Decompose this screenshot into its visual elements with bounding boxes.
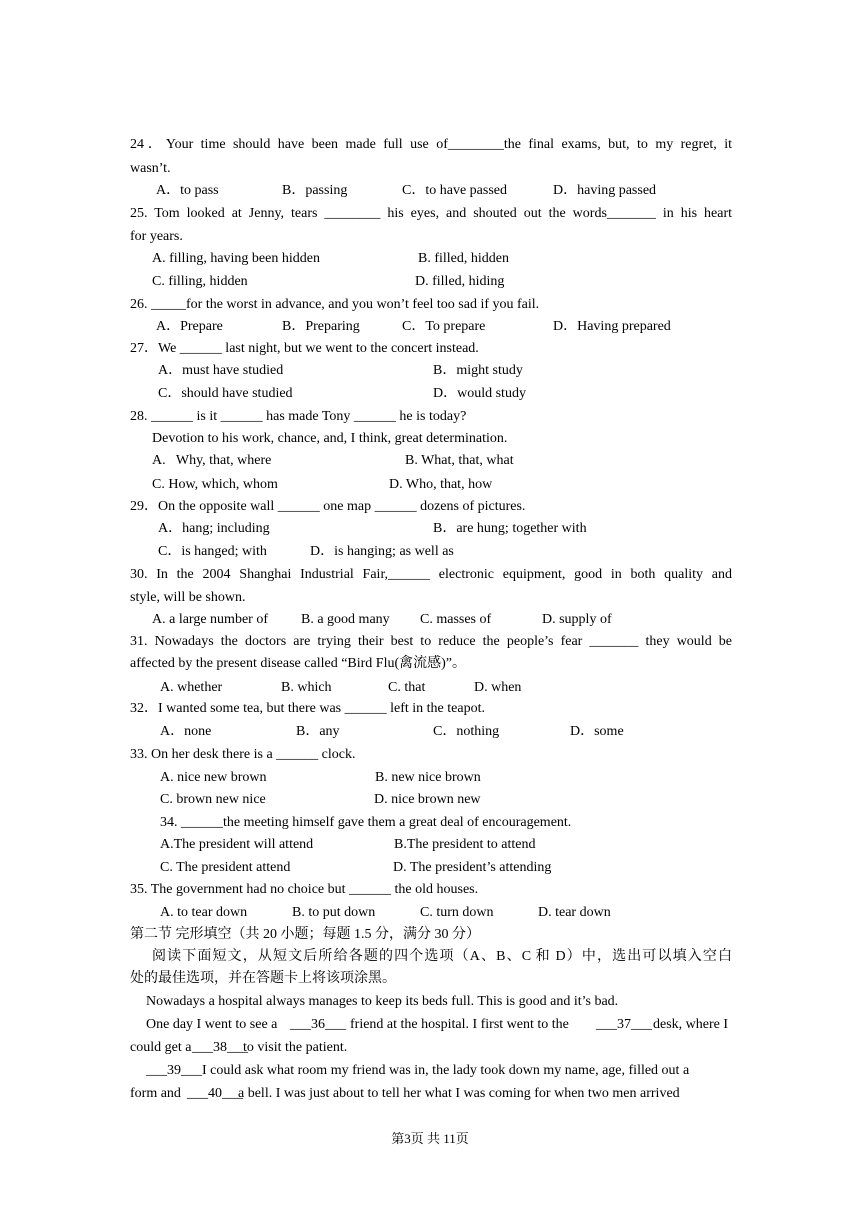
q33-stem: 33. On her desk there is a ______ clock. [130,747,356,762]
q24-option-c: C．to have passed [402,183,507,198]
q34-option-b: B.The president to attend [394,837,536,852]
q27-option-c: C．should have studied [158,386,293,401]
q29-option-d: D．is hanging; as well as [310,544,454,559]
q24-option-a: A．to pass [156,183,219,198]
q29-option-a: A．hang; including [158,521,270,536]
q29-option-c: C．is hanged; with [158,544,267,559]
q27-option-a: A．must have studied [158,363,284,378]
q30-option-c: C. masses of [420,612,492,627]
q34-option-c: C. The president attend [160,860,291,875]
q24-stem-line2: wasn’t. [130,161,171,176]
q28-option-a: A. Why, that, where [152,453,272,468]
q26-option-a: A．Prepare [156,319,223,334]
q30-option-d: D. supply of [542,612,612,627]
q35-option-c: C. turn down [420,905,494,920]
q31-option-c: C. that [388,680,426,695]
q35-option-a: A. to tear down [160,905,248,920]
q25-stem-line2: for years. [130,229,183,244]
q34-stem: 34. ______the meeting himself gave them a great deal of encouragement. [160,815,572,830]
q32-option-a: A．none [160,724,212,739]
q26-option-c: C．To prepare [402,319,486,334]
q26-option-d: D．Having prepared [553,319,671,334]
q34-option-d: D. The president’s attending [393,860,552,875]
q25-stem-line1: 25. Tom looked at Jenny, tears ________ his eyes, and shouted out the words_______ in his heart [130,206,732,221]
q25-option-b: B. filled, hidden [418,251,509,266]
passage-line-3b: to visit the patient. [243,1040,348,1055]
q27-option-d: D．would study [433,386,526,401]
blank-39: ___39___ [146,1063,202,1078]
q25-option-d: D. filled, hiding [415,274,505,289]
passage-line-4: I could ask what room my friend was in, the lady took down my name, age, filled out a [202,1063,690,1078]
q25-option-a: A. filling, having been hidden [152,251,320,266]
q33-option-a: A. nice new brown [160,770,267,785]
passage-line-5b: a bell. I was just about to tell her what I was coming for when two men arrived [238,1086,680,1101]
blank-36: ___36___ [290,1017,346,1032]
q28-option-c: C. How, which, whom [152,477,278,492]
section2-instructions-line2: 处的最佳选项，并在答题卡上将该项涂黑。 [130,971,396,986]
q28-option-d: D. Who, that, how [389,477,493,492]
q28-stem: 28. ______ is it ______ has made Tony ______ he is today? [130,409,467,424]
q35-stem: 35. The government had no choice but ______ the old houses. [130,882,479,897]
passage-line-3a: could get a [130,1040,192,1055]
q31-stem-line2: affected by the present disease called “Bird Flu(禽流感)”。 [130,656,467,671]
q24-stem-line1: 24．Your time should have been made full use of________the final exams, but, to my regret, it [130,137,732,152]
q30-stem-line1: 30. In the 2004 Shanghai Industrial Fair,______ electronic equipment, good in both quality and [130,567,732,582]
q27-option-b: B．might study [433,363,523,378]
blank-38: ___38___ [192,1040,248,1055]
q29-stem: 29．On the opposite wall ______ one map ______ dozens of pictures. [130,499,526,514]
q26-option-b: B．Preparing [282,319,360,334]
q26-stem: 26. _____for the worst in advance, and you won’t feel too sad if you fail. [130,297,540,312]
q35-option-d: D. tear down [538,905,611,920]
passage-line-5a: form and [130,1086,181,1101]
q32-option-c: C．nothing [433,724,500,739]
blank-40: ___40___ [187,1086,243,1101]
q30-stem-line2: style, will be shown. [130,590,246,605]
passage-line-2b: friend at the hospital. I first went to the [350,1017,569,1032]
q30-option-b: B. a good many [301,612,390,627]
q32-option-b: B．any [296,724,340,739]
q31-option-a: A. whether [160,680,223,695]
q32-option-d: D．some [570,724,624,739]
q31-option-b: B. which [281,680,332,695]
q30-option-a: A. a large number of [152,612,268,627]
section2-instructions-line1: 阅读下面短文，从短文后所给各题的四个选项（A、B、C 和 D）中，选出可以填入空白 [152,949,732,964]
passage-line-2a: One day I went to see a [146,1017,278,1032]
q31-option-d: D. when [474,680,522,695]
blank-37: ___37___ [596,1017,652,1032]
q35-option-b: B. to put down [292,905,376,920]
q28-stem-answer-line: Devotion to his work, chance, and, I think, great determination. [152,431,508,446]
q27-stem: 27．We ______ last night, but we went to the concert instead. [130,341,479,356]
q28-option-b: B. What, that, what [405,453,514,468]
q31-stem-line1: 31. Nowadays the doctors are trying their best to reduce the people’s fear _______ they would be [130,634,732,649]
q33-option-b: B. new nice brown [375,770,481,785]
q32-stem: 32．I wanted some tea, but there was ______ left in the teapot. [130,701,485,716]
q29-option-b: B．are hung; together with [433,521,587,536]
passage-paragraph-1: Nowadays a hospital always manages to keep its beds full. This is good and it’s bad. [146,994,619,1009]
q33-option-c: C. brown new nice [160,792,266,807]
q24-option-b: B．passing [282,183,348,198]
q24-option-d: D．having passed [553,183,657,198]
q25-option-c: C. filling, hidden [152,274,248,289]
q33-option-d: D. nice brown new [374,792,481,807]
page-footer: 第3页 共 11页 [391,1131,469,1146]
passage-line-2c: desk, where I [653,1017,729,1032]
section2-heading: 第二节 完形填空（共 20 小题；每题 1.5 分，满分 30 分） [130,927,480,942]
q34-option-a: A.The president will attend [160,837,314,852]
